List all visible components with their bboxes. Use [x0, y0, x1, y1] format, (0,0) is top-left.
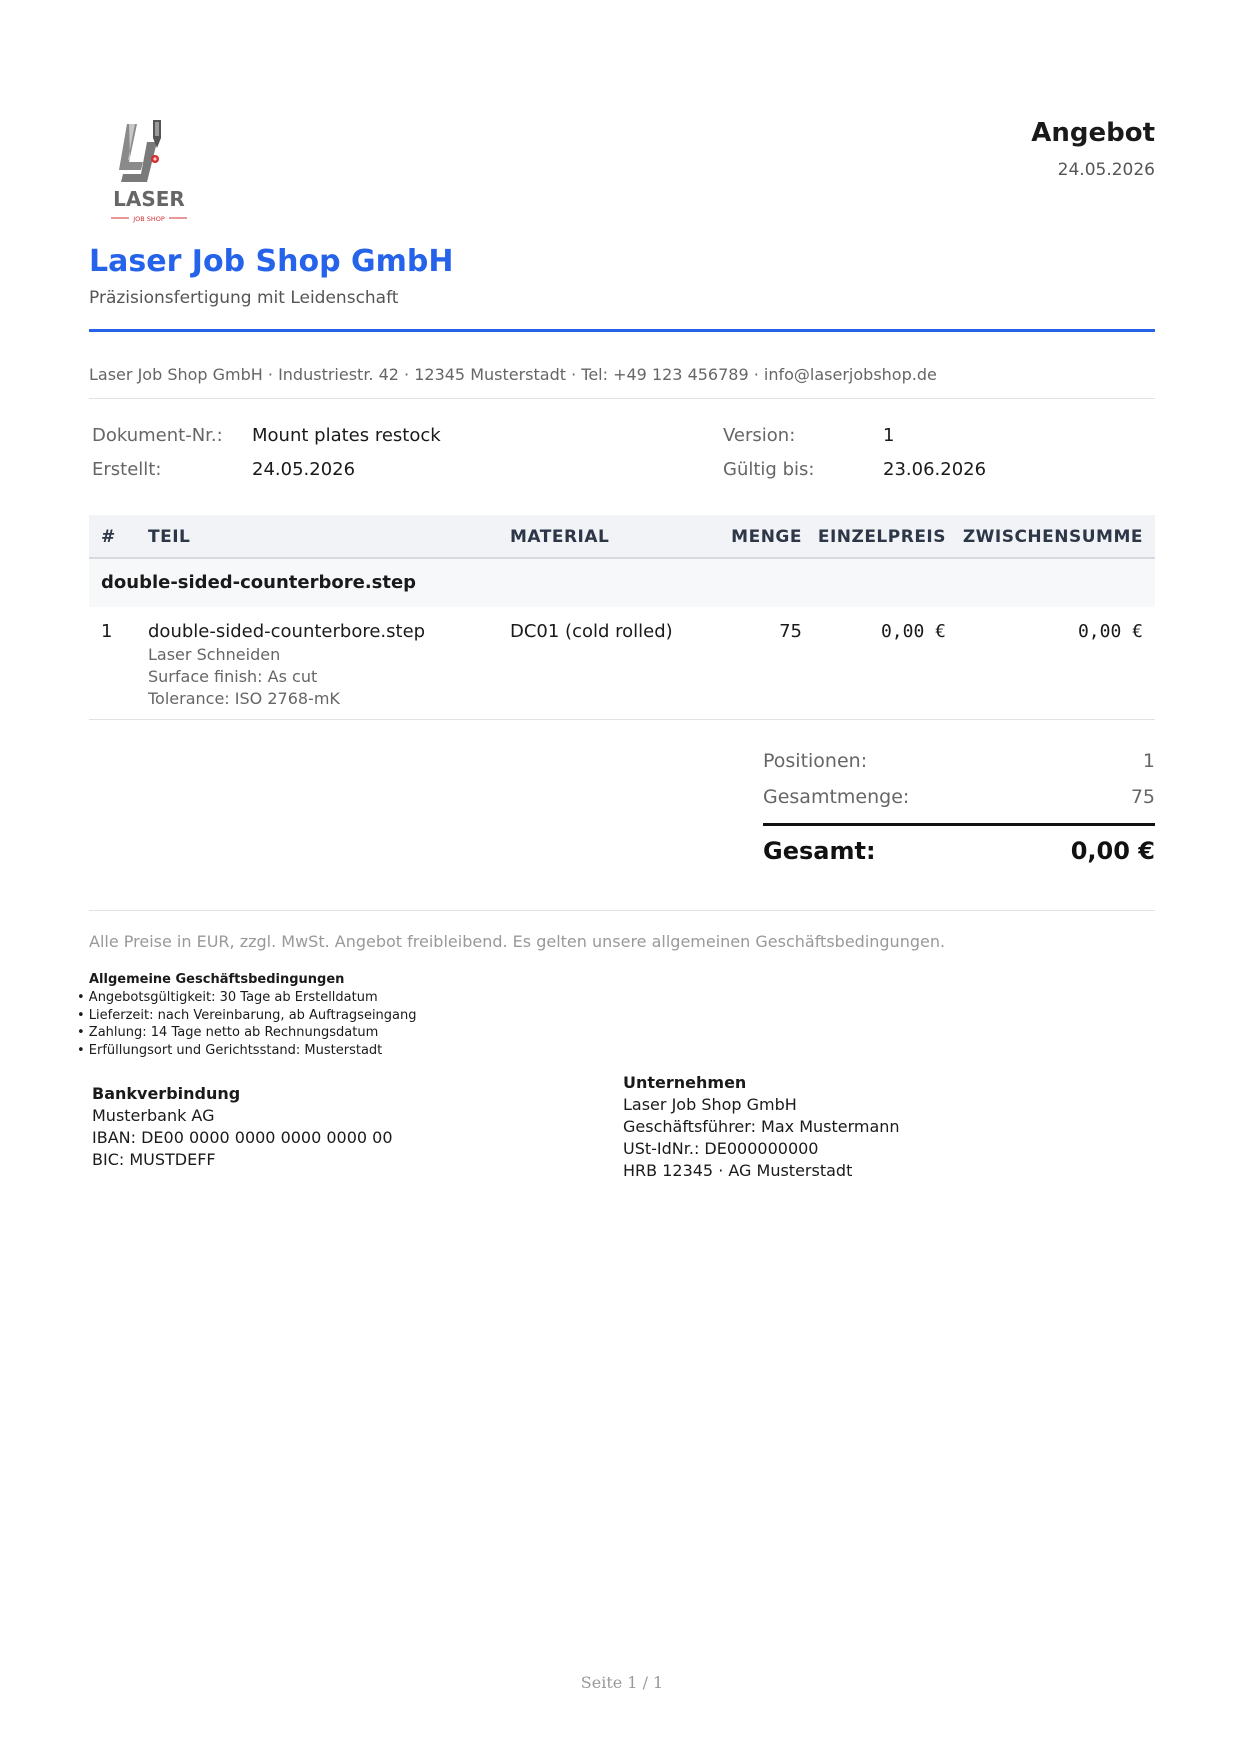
table-header	[89, 515, 1155, 559]
row-detail: Laser Schneiden	[148, 645, 281, 664]
totals-divider	[763, 823, 1155, 826]
bank-line: BIC: MUSTDEFF	[92, 1150, 216, 1169]
terms-item: • Lieferzeit: nach Vereinbarung, ab Auftragseingang	[77, 1007, 417, 1023]
company-line: HRB 12345 · AG Musterstadt	[623, 1161, 853, 1180]
contact-divider	[89, 398, 1155, 399]
company-details	[623, 1072, 900, 1182]
terms-item: • Angebotsgültigkeit: 30 Tage ab Erstelldatum	[77, 990, 378, 1005]
group-label: double-sided-counterbore.step	[101, 572, 417, 593]
row-position: 1	[101, 621, 113, 642]
laser-head-icon	[119, 120, 161, 182]
terms-list	[77, 989, 417, 1059]
valid-until-value: 23.06.2026	[883, 459, 987, 480]
table-row	[89, 607, 1155, 720]
doc-number-label: Dokument-Nr.:	[92, 425, 223, 446]
row-part-name: double-sided-counterbore.step	[148, 621, 426, 642]
total-quantity-value: 75	[1130, 786, 1155, 808]
created-label: Erstellt:	[92, 459, 162, 480]
version-label: Version:	[723, 425, 796, 446]
created-value: 24.05.2026	[252, 459, 356, 480]
footer-divider	[89, 910, 1155, 911]
bank-line: IBAN: DE00 0000 0000 0000 0000 00	[92, 1128, 393, 1147]
positions-value: 1	[1142, 750, 1155, 772]
grand-total-value: 0,00 €	[1070, 837, 1155, 865]
company-tagline: Präzisionsfertigung mit Leidenschaft	[89, 288, 399, 308]
company-logo	[107, 120, 191, 226]
column-header-material: MATERIAL	[510, 527, 610, 547]
company-name: Laser Job Shop GmbH	[89, 244, 454, 279]
page-number: Seite 1 / 1	[580, 1673, 664, 1692]
row-detail: Tolerance: ISO 2768-mK	[148, 689, 340, 708]
terms-item: • Zahlung: 14 Tage netto ab Rechnungsdatum	[77, 1025, 379, 1041]
document-page	[77, 0, 1155, 1754]
column-header-quantity: MENGE	[731, 527, 802, 547]
header-divider	[89, 329, 1155, 332]
row-detail: Surface finish: As cut	[148, 667, 318, 686]
row-unit-price: 0,00 €	[880, 621, 946, 642]
document-type: Angebot	[1031, 118, 1155, 148]
bank-line: Musterbank AG	[92, 1106, 215, 1125]
terms-item: • Erfüllungsort und Gerichtsstand: Musterstadt	[77, 1042, 383, 1058]
column-header-unit-price: EINZELPREIS	[817, 527, 946, 547]
price-note: Alle Preise in EUR, zzgl. MwSt. Angebot freibleibend. Es gelten unsere allgemeinen Geschäftsbedingungen.	[89, 932, 946, 951]
company-line: Geschäftsführer: Max Mustermann	[623, 1117, 900, 1136]
logo-text: LASER	[113, 187, 185, 211]
row-quantity: 75	[779, 621, 802, 642]
total-quantity-label: Gesamtmenge:	[763, 786, 910, 808]
column-header-pos: #	[101, 527, 116, 547]
row-material: DC01 (cold rolled)	[510, 621, 673, 642]
logo-subtext: JOB SHOP	[133, 215, 165, 223]
column-header-part: TEIL	[148, 527, 191, 547]
bank-title: Bankverbindung	[92, 1084, 241, 1103]
version-value: 1	[883, 425, 895, 446]
company-line: Laser Job Shop GmbH	[623, 1095, 797, 1114]
contact-line: Laser Job Shop GmbH · Industriestr. 42 · 12345 Musterstadt · Tel: +49 123 456789 · info@laserjobshop.de	[89, 365, 937, 384]
grand-total-label: Gesamt:	[763, 837, 876, 865]
table-group-row	[89, 559, 1155, 607]
valid-until-label: Gültig bis:	[723, 459, 815, 480]
terms-title: Allgemeine Geschäftsbedingungen	[89, 972, 345, 987]
column-header-subtotal: ZWISCHENSUMME	[962, 527, 1143, 547]
positions-label: Positionen:	[763, 750, 868, 772]
document-date: 24.05.2026	[1057, 160, 1155, 180]
company-line: USt-IdNr.: DE000000000	[623, 1139, 819, 1158]
company-title: Unternehmen	[623, 1073, 747, 1092]
doc-number-value: Mount plates restock	[252, 425, 441, 446]
row-subtotal: 0,00 €	[1077, 621, 1143, 642]
bank-details	[92, 1083, 393, 1171]
